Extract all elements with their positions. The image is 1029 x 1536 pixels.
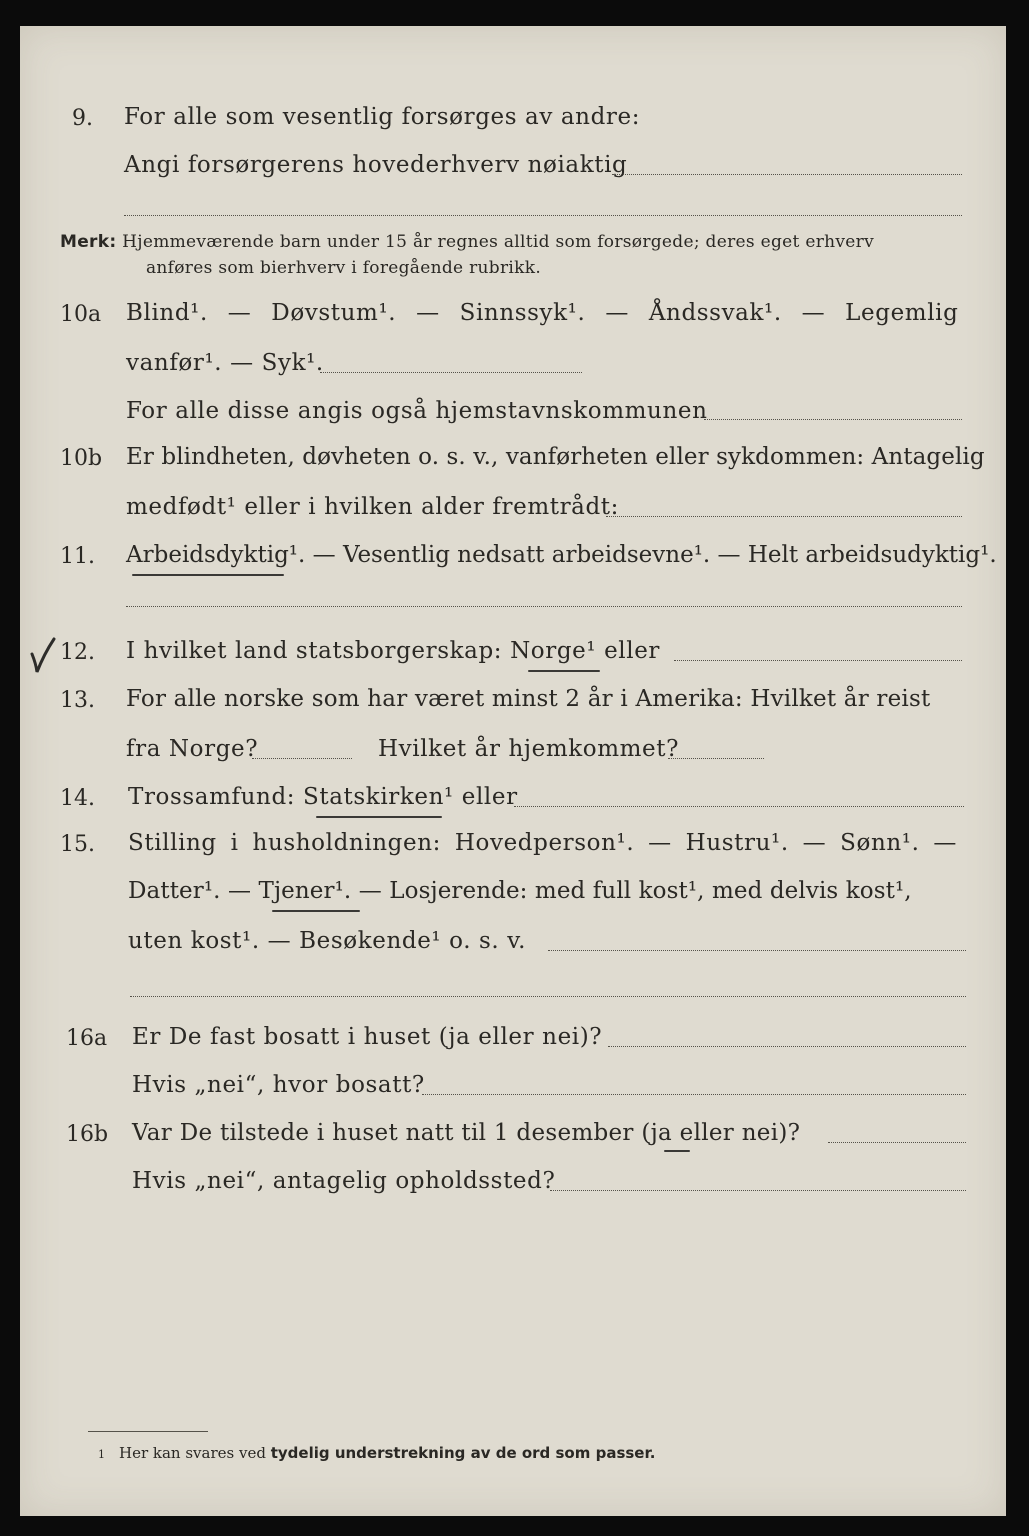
footnote (98, 1444, 655, 1462)
q11-answer-line[interactable] (126, 606, 962, 607)
q10b-line1: Er blindheten, døvheten o. s. v., vanførheten eller sykdommen: Antagelig (126, 444, 985, 470)
q12-line1: I hvilket land statsborgerskap: Norge¹ eller (126, 638, 661, 664)
q9-answer-line-2[interactable] (124, 215, 962, 216)
q15-answer-line[interactable] (548, 950, 966, 951)
q10a-line1: Blind¹. — Døvstum¹. — Sinnssyk¹. — Åndssvak¹. — Legemlig (126, 300, 959, 326)
q9-number: 9. (72, 106, 93, 131)
q16b-line1: Var De tilstede i huset natt til 1 desember (ja eller nei)? (132, 1120, 801, 1146)
q16a-number: 16a (66, 1026, 108, 1051)
merk-text-line1: Hjemmeværende barn under 15 år regnes alltid som forsørgede; deres eget erhverv (122, 232, 874, 252)
q10a-line3: For alle disse angis også hjemstavnskommunen (126, 398, 708, 424)
q16b-number: 16b (66, 1122, 109, 1147)
q10a-answer-line[interactable] (320, 372, 582, 373)
q16a-line1: Er De fast bosatt i huset (ja eller nei)? (132, 1024, 603, 1050)
q16b-ja-underline (664, 1150, 690, 1152)
q11-line1: Arbeidsdyktig¹. — Vesentlig nedsatt arbeidsevne¹. — Helt arbeidsudyktig¹. (126, 542, 997, 568)
footnote-separator (88, 1431, 208, 1432)
q13-hjemkommet-answer-line[interactable] (668, 758, 764, 759)
check-mark-icon (28, 636, 58, 676)
q12-norge-underline (528, 670, 600, 672)
footnote-text-a: Her kan svares ved (119, 1444, 271, 1462)
q15-answer-line-2[interactable] (130, 996, 966, 997)
q10a-home-answer-line[interactable] (704, 419, 962, 420)
q9-line1: For alle som vesentlig forsørges av andre: (124, 104, 641, 130)
q16a-line2: Hvis „nei“, hvor bosatt? (132, 1072, 425, 1098)
q13-line2b: Hvilket år hjemkommet? (378, 736, 680, 762)
merk-note-line1 (60, 232, 874, 252)
q14-line1: Trossamfund: Statskirken¹ eller (128, 784, 518, 810)
q14-statskirken-underline (316, 816, 442, 818)
q14-answer-line[interactable] (514, 806, 964, 807)
q12-answer-line[interactable] (674, 660, 962, 661)
q13-reist-answer-line[interactable] (252, 758, 352, 759)
q16a-bosatt-answer-line[interactable] (422, 1094, 966, 1095)
q11-arbeidsdyktig-underline (132, 574, 284, 576)
census-form-page (20, 26, 1006, 1516)
merk-label: Merk: (60, 232, 117, 252)
q10b-line2: medfødt¹ eller i hvilken alder fremtrådt: (126, 494, 619, 520)
footnote-text-b: tydelig understrekning av de ord som passer. (270, 1444, 656, 1462)
q15-line2: Datter¹. — Tjener¹. — Losjerende: med full kost¹, med delvis kost¹, (128, 878, 912, 904)
q14-number: 14. (60, 786, 95, 811)
q9-line2: Angi forsørgerens hovederhverv nøiaktig (124, 152, 628, 178)
q16b-line2: Hvis „nei“, antagelig opholdssted? (132, 1168, 556, 1194)
q10b-number: 10b (60, 446, 103, 471)
merk-text-line2: anføres som bierhverv i foregående rubrikk. (146, 258, 542, 278)
q11-number: 11. (60, 544, 95, 569)
footnote-marker: 1 (98, 1448, 105, 1461)
q15-line1: Stilling i husholdningen: Hovedperson¹. — Hustru¹. — Sønn¹. — (128, 830, 958, 856)
q15-number: 15. (60, 832, 95, 857)
q13-number: 13. (60, 688, 95, 713)
q10b-answer-line[interactable] (606, 516, 962, 517)
q10a-number: 10a (60, 302, 102, 327)
q15-tjener-underline (272, 910, 360, 912)
q10a-line2: vanfør¹. — Syk¹. (126, 350, 324, 376)
q15-line3: uten kost¹. — Besøkende¹ o. s. v. (128, 928, 527, 954)
q13-line2a: fra Norge? (126, 736, 259, 762)
q16b-answer-line[interactable] (828, 1142, 966, 1143)
q9-answer-line[interactable] (612, 174, 962, 175)
q13-line1: For alle norske som har været minst 2 år i Amerika: Hvilket år reist (126, 686, 931, 712)
q16b-opholdssted-answer-line[interactable] (550, 1190, 966, 1191)
q12-number: 12. (60, 640, 95, 665)
q16a-answer-line[interactable] (608, 1046, 966, 1047)
